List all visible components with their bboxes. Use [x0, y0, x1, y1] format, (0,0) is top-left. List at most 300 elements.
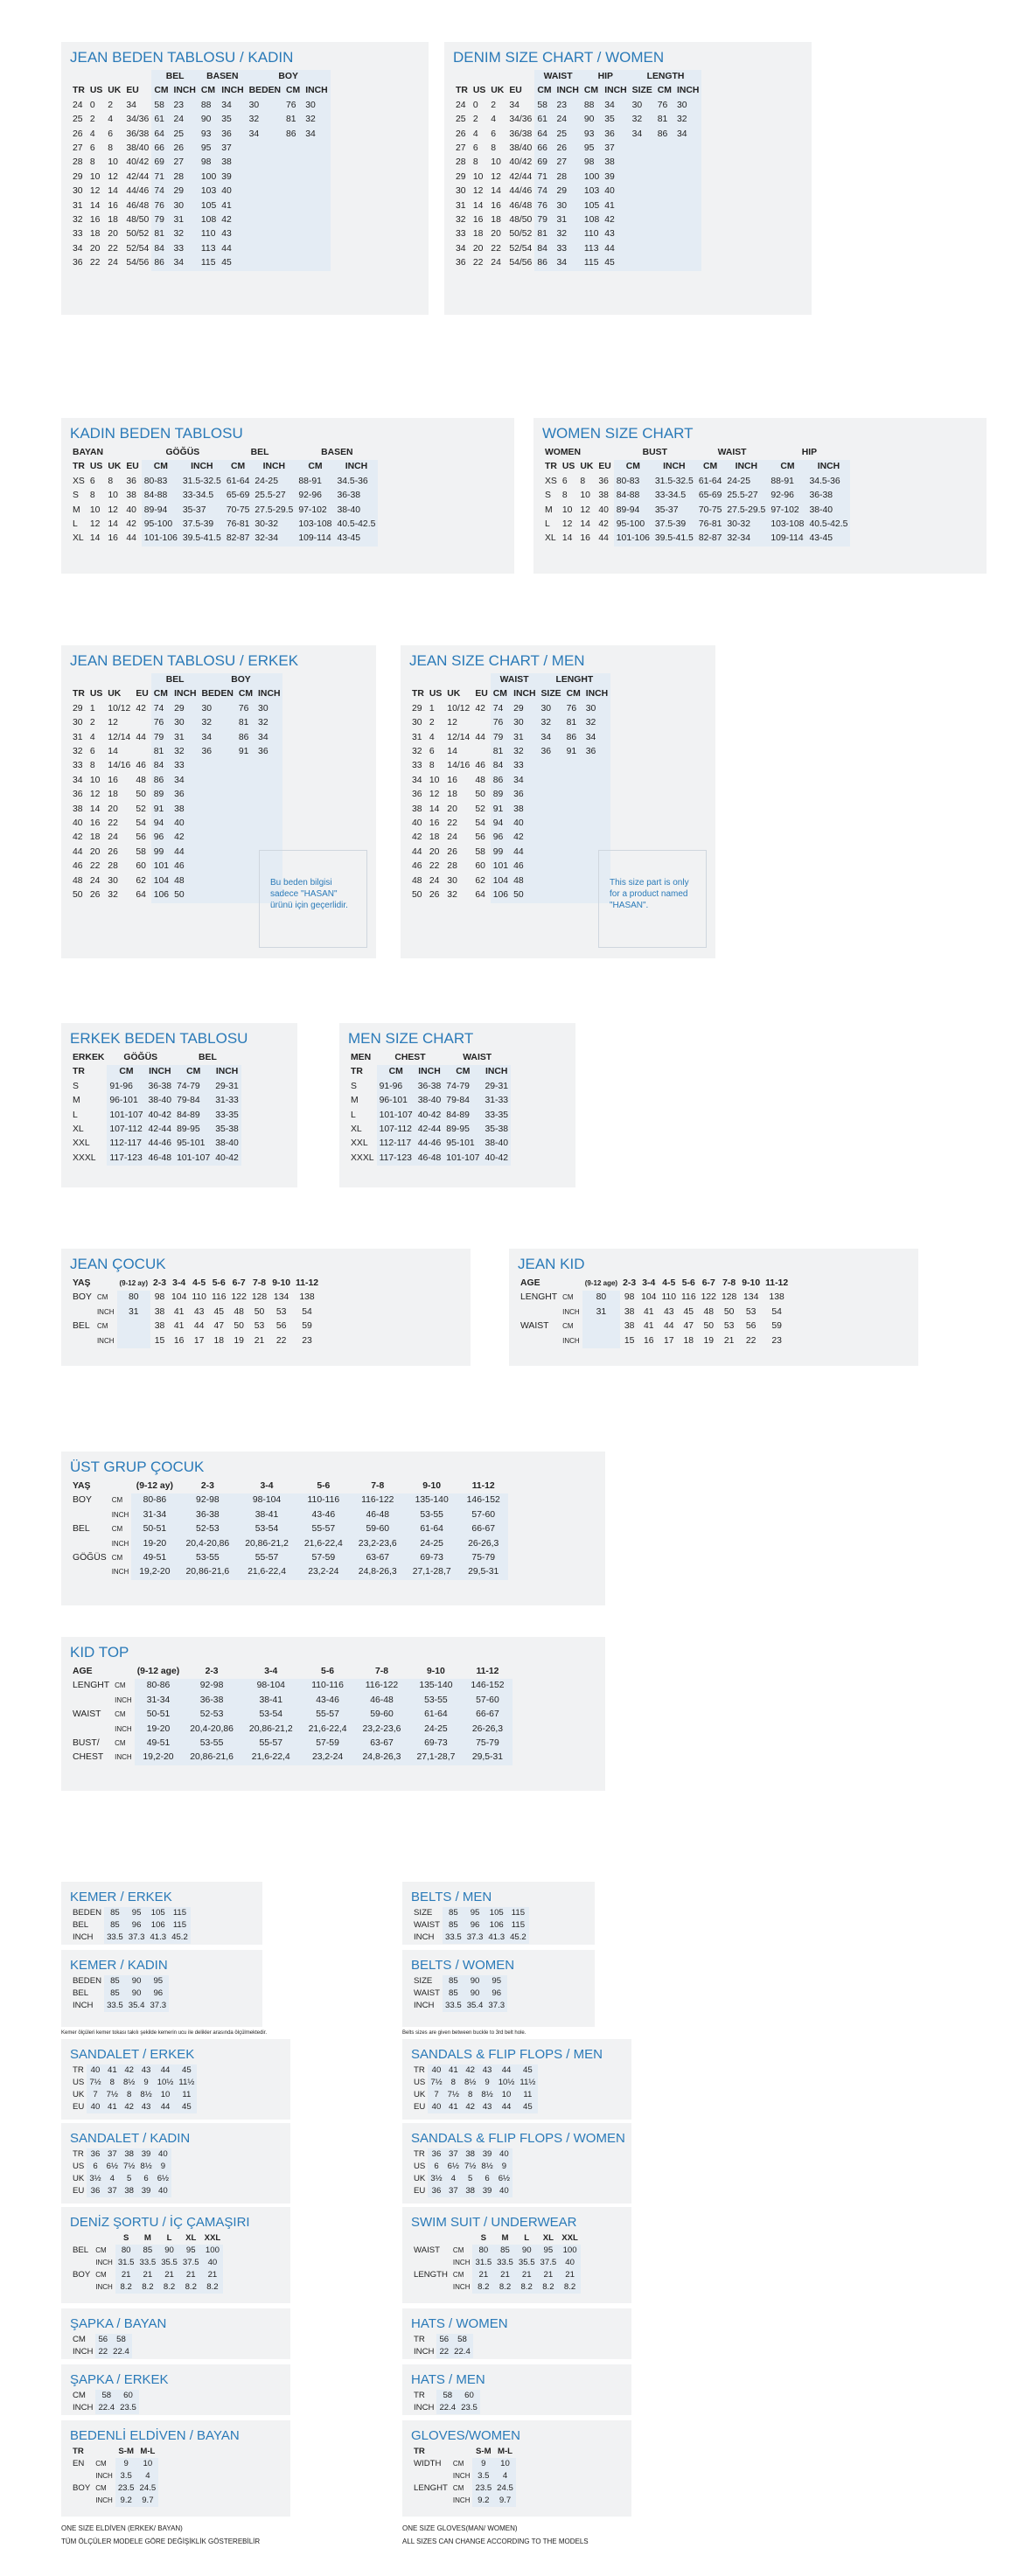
table-cell: 61-64 — [224, 475, 253, 489]
table-cell: 85 — [104, 1975, 126, 1988]
table-cell: L — [73, 1110, 78, 1120]
table-cell: 32 — [630, 113, 655, 127]
table-cell: 45 — [176, 2064, 197, 2077]
table-cell: 26 — [73, 129, 83, 139]
table-cell: 9 — [155, 2161, 171, 2173]
unit-label: CM — [452, 2246, 464, 2254]
table-cell: 23.5 — [115, 2482, 137, 2495]
table-row — [70, 774, 282, 788]
row-label: TR — [414, 2065, 425, 2075]
table-cell: 46-48 — [146, 1152, 175, 1166]
table-cell: 21 — [723, 1335, 735, 1346]
table-cell: 37.3 — [147, 2000, 169, 2012]
group-header: BASEN — [321, 448, 353, 457]
table-cell: 43 — [478, 2064, 495, 2077]
table-cell: 40 — [428, 2064, 444, 2077]
column-header: 11-12 — [296, 1278, 319, 1288]
row-label: TR — [414, 2335, 425, 2344]
table-cell: 24 — [108, 832, 118, 843]
table-cell: 44 — [171, 846, 199, 860]
column-header: 4-5 — [662, 1278, 676, 1288]
table-cell: 4 — [108, 115, 114, 125]
table-row — [453, 184, 701, 198]
table-cell: 50-51 — [135, 1708, 183, 1722]
table-cell: 134 — [273, 1292, 289, 1303]
table-row — [409, 702, 610, 716]
row-label: BEDEN — [73, 1908, 102, 1918]
size-table — [411, 2446, 516, 2507]
table-cell: 65-69 — [224, 489, 253, 503]
table-cell — [303, 256, 330, 270]
table-cell: 91-96 — [107, 1080, 145, 1094]
table-cell: 32-34 — [724, 532, 768, 546]
table-cell: 22.4 — [95, 2402, 117, 2414]
column-header: INCH — [146, 1065, 175, 1079]
table-cell: 40 — [87, 2101, 103, 2113]
table-cell: 110 — [199, 227, 219, 241]
column-header-row — [70, 1065, 241, 1079]
table-row — [70, 2173, 171, 2185]
table-cell: 25 — [456, 115, 466, 125]
table-cell — [674, 199, 701, 213]
table-cell: 108 — [199, 213, 219, 227]
table-cell: 76 — [564, 702, 583, 716]
table-cell: 80-83 — [614, 475, 652, 489]
table-cell — [583, 817, 610, 831]
unit-label: CM — [562, 1322, 574, 1331]
table-cell: 9.7 — [494, 2495, 516, 2507]
table-cell: 16 — [447, 775, 457, 785]
table-row — [70, 888, 282, 902]
column-header: 4-5 — [192, 1278, 206, 1288]
table-cell — [564, 817, 583, 831]
table-cell: 45 — [213, 1306, 224, 1317]
table-cell — [247, 171, 283, 184]
table-cell: 50 — [254, 1306, 265, 1317]
table-cell: 36-38 — [334, 489, 378, 503]
table-cell — [674, 184, 701, 198]
table-cell: 28 — [108, 861, 118, 872]
panel-title: JEAN KID — [518, 1256, 585, 1272]
table-cell: 6½ — [155, 2173, 171, 2185]
table-row — [70, 1679, 513, 1693]
column-header: (9-12 age) — [584, 1279, 618, 1287]
table-cell: 42 — [462, 2101, 478, 2113]
table-cell: 96 — [151, 831, 171, 845]
table-cell: 42 — [412, 832, 422, 843]
table-cell: 53-55 — [182, 1737, 241, 1751]
table-cell: 28 — [447, 861, 457, 872]
table-row — [70, 759, 282, 773]
empty-header — [133, 673, 150, 687]
table-cell: 41 — [644, 1321, 654, 1332]
table-cell: 29-31 — [213, 1080, 241, 1094]
table-cell: 146-152 — [463, 1679, 512, 1693]
table-cell: 80 — [582, 1291, 620, 1305]
footer-note: ONE SIZE ELDİVEN (ERKEK/ BAYAN) — [61, 2524, 183, 2532]
table-cell: L — [351, 1110, 356, 1120]
group-header-row — [542, 446, 850, 460]
table-cell: 40.5-42.5 — [806, 518, 850, 532]
table-cell: 52 — [475, 804, 485, 814]
table-cell: 2 — [108, 100, 114, 110]
table-cell: 20,86-21,6 — [182, 1751, 241, 1765]
table-cell: 33 — [412, 761, 422, 771]
table-cell: 33-35 — [482, 1109, 511, 1123]
row-label: UK — [73, 2090, 85, 2099]
table-cell: 20 — [108, 229, 118, 240]
table-cell: 55-57 — [237, 1551, 296, 1565]
table-cell: 12 — [89, 519, 101, 530]
table-row — [411, 2402, 480, 2414]
row-label: BEL — [73, 1988, 89, 1998]
table-cell: 89-95 — [174, 1123, 213, 1137]
table-cell: 29 — [554, 184, 582, 198]
table-cell: 116 — [681, 1292, 696, 1303]
table-cell: 25 — [171, 128, 199, 142]
table-cell: 14 — [580, 519, 590, 530]
table-cell: 26 — [429, 890, 440, 901]
unit-label: CM — [115, 1739, 126, 1748]
table-cell: 40 — [202, 2257, 224, 2269]
table-cell — [303, 213, 330, 227]
row-label: INCH — [414, 2001, 435, 2010]
column-header: INCH — [252, 460, 296, 474]
table-cell: 38-40 — [482, 1137, 511, 1151]
table-cell: 40 — [87, 2064, 103, 2077]
column-header: M-L — [140, 2447, 156, 2456]
table-cell — [539, 774, 564, 788]
table-row — [453, 256, 701, 270]
table-cell: 53 — [723, 1321, 735, 1332]
column-header: (9-12 ay) — [136, 1481, 173, 1491]
table-cell: 134 — [743, 1292, 759, 1303]
table-cell: 16 — [108, 200, 118, 211]
table-cell: 45 — [602, 256, 629, 270]
column-header: TR — [545, 462, 557, 472]
table-cell: 59 — [302, 1321, 312, 1332]
size-table — [411, 2148, 513, 2197]
table-cell: 96 — [147, 1988, 169, 2000]
column-header: 7-8 — [253, 1278, 267, 1288]
table-cell: 14 — [108, 519, 118, 530]
table-cell: 48 — [136, 775, 146, 785]
table-cell: 69 — [534, 156, 554, 170]
table-row — [70, 2269, 223, 2281]
row-label: TR — [73, 2065, 84, 2075]
size-table — [70, 1975, 169, 2012]
column-header: TR — [414, 2447, 425, 2456]
table-cell: 21 — [472, 2269, 494, 2281]
table-cell: 24 — [456, 100, 466, 110]
column-header: TR — [73, 462, 85, 472]
table-cell: 26 — [554, 142, 582, 156]
table-cell: 95 — [485, 1975, 507, 1988]
table-row — [70, 475, 378, 489]
table-cell: 117-123 — [107, 1152, 145, 1166]
table-cell: 30 — [73, 186, 83, 197]
table-cell: 37.5-39 — [652, 518, 696, 532]
table-cell — [630, 156, 655, 170]
column-header: 5-6 — [212, 1278, 226, 1288]
table-cell: 21 — [115, 2269, 137, 2281]
table-cell: 33 — [171, 242, 199, 256]
table-cell — [674, 227, 701, 241]
table-cell: 74 — [534, 184, 554, 198]
table-cell: 21 — [254, 1335, 265, 1346]
table-cell: 40 — [73, 818, 83, 829]
table-row — [411, 2089, 538, 2101]
table-cell: 34 — [583, 731, 610, 745]
belts-m-tr — [61, 1882, 262, 1945]
table-row — [411, 1919, 529, 1932]
table-cell: 30 — [171, 716, 199, 730]
table-cell: 10 — [137, 2458, 159, 2470]
table-cell: 32 — [554, 227, 582, 241]
table-cell: 30 — [303, 99, 330, 113]
empty-header — [70, 673, 87, 687]
table-cell: 10/12 — [108, 703, 131, 714]
table-cell: 7½ — [428, 2077, 444, 2089]
table-cell — [199, 860, 236, 874]
table-cell: 28 — [554, 171, 582, 184]
table-cell: 40 — [126, 505, 136, 515]
table-cell: S — [73, 1081, 79, 1091]
row-label — [70, 1508, 109, 1522]
table-cell: 0 — [89, 100, 95, 110]
table-cell: 36-38 — [146, 1080, 175, 1094]
table-cell: 25 — [73, 115, 83, 125]
table-cell: 32 — [674, 113, 701, 127]
table-cell: 28 — [456, 157, 466, 168]
table-cell: 36 — [598, 476, 609, 486]
table-cell: 31-33 — [213, 1094, 241, 1108]
table-cell — [303, 156, 330, 170]
table-cell: 50-51 — [131, 1522, 178, 1536]
table-cell: 46 — [136, 761, 146, 771]
hats-m-en — [402, 2364, 631, 2415]
table-cell: 146-152 — [459, 1493, 508, 1507]
column-header: S — [122, 2233, 129, 2243]
table-cell: 8 — [561, 491, 568, 501]
table-row — [411, 2482, 516, 2495]
table-cell — [655, 142, 674, 156]
panel-title: JEAN BEDEN TABLOSU / ERKEK — [70, 652, 299, 669]
column-header-row — [70, 687, 282, 701]
table-cell: 41.3 — [485, 1932, 507, 1944]
table-cell: 21,6-22,4 — [296, 1537, 351, 1551]
table-row — [409, 860, 610, 874]
row-label — [411, 2257, 450, 2269]
table-row — [70, 1565, 508, 1579]
table-cell: 69 — [151, 156, 171, 170]
table-cell: 14 — [561, 533, 573, 544]
column-header-row — [348, 1065, 511, 1079]
unit-label: CM — [95, 2271, 107, 2279]
table-cell: 90 — [158, 2245, 180, 2257]
table-cell: 31.5-32.5 — [180, 475, 224, 489]
table-cell: 110 — [661, 1292, 677, 1303]
table-cell: 17 — [663, 1335, 674, 1346]
table-row — [70, 1975, 169, 1988]
table-cell: 70-75 — [696, 504, 725, 518]
column-header: 3-4 — [260, 1481, 274, 1491]
table-cell: 8 — [580, 476, 586, 486]
group-header-row — [453, 70, 701, 84]
table-cell: 36 — [583, 745, 610, 759]
table-row — [70, 1751, 513, 1765]
table-cell: 29 — [511, 702, 538, 716]
empty-header — [409, 673, 427, 687]
column-header: EU — [126, 86, 139, 96]
jean-men-tr — [61, 645, 376, 958]
size-table — [70, 1907, 191, 1944]
table-cell: 71 — [534, 171, 554, 184]
table-cell: 88-91 — [768, 475, 806, 489]
table-cell: 11 — [176, 2089, 197, 2101]
table-cell: 24.5 — [137, 2482, 159, 2495]
table-cell: 38-40 — [806, 504, 850, 518]
table-cell: 103-108 — [296, 518, 334, 532]
table-cell: 54 — [136, 818, 146, 829]
table-cell: 8½ — [478, 2089, 495, 2101]
table-cell: 106 — [151, 888, 171, 902]
table-cell — [630, 242, 655, 256]
table-cell: 23.5 — [117, 2402, 139, 2414]
row-label: BOY — [73, 1292, 92, 1303]
table-cell: 100 — [199, 171, 219, 184]
table-cell: 31 — [171, 731, 199, 745]
table-row — [70, 2257, 223, 2269]
table-cell: 32 — [199, 716, 236, 730]
table-cell: 88-91 — [296, 475, 334, 489]
table-cell — [283, 227, 303, 241]
table-cell: 98-104 — [241, 1679, 301, 1693]
group-header: BOY — [199, 673, 283, 687]
table-cell: 90 — [126, 1988, 148, 2000]
table-cell: 21,6-22,4 — [301, 1723, 355, 1737]
table-cell: 70-75 — [224, 504, 253, 518]
group-header-row — [70, 1051, 241, 1065]
table-cell: 29 — [171, 184, 199, 198]
table-cell: 40 — [602, 184, 629, 198]
table-cell: 58 — [95, 2390, 117, 2402]
group-header-row — [409, 673, 610, 687]
table-lead: MEN — [351, 1053, 372, 1062]
table-cell: 69-73 — [408, 1737, 463, 1751]
table-cell: 64 — [475, 890, 485, 901]
table-row — [411, 2000, 507, 2012]
table-cell: 110-116 — [301, 1679, 355, 1693]
table-cell: 57-60 — [463, 1694, 512, 1708]
column-header: CM — [224, 460, 253, 474]
table-cell: 42-44 — [146, 1123, 175, 1137]
table-cell: 12 — [491, 171, 501, 182]
table-cell: 34 — [199, 731, 236, 745]
row-label: GÖĞÜS — [73, 1553, 107, 1563]
table-cell: S — [351, 1081, 357, 1091]
table-cell — [255, 803, 282, 817]
table-cell: 88 — [199, 99, 219, 113]
table-cell: 21,6-22,4 — [241, 1751, 301, 1765]
table-cell: 52-53 — [178, 1522, 238, 1536]
size-table — [70, 1051, 241, 1166]
table-cell: 14 — [108, 186, 118, 197]
table-row — [348, 1094, 511, 1108]
column-header: INCH — [213, 1065, 241, 1079]
column-header: CM — [491, 687, 511, 701]
column-header: UK — [108, 86, 122, 96]
belts-w-en — [402, 1950, 595, 2027]
table-row — [70, 128, 331, 142]
table-cell: 31 — [511, 731, 538, 745]
column-header: CM — [655, 84, 674, 98]
group-header-row — [70, 673, 282, 687]
table-cell: 39 — [602, 171, 629, 184]
empty-header — [471, 70, 488, 84]
table-cell: 24 — [89, 875, 101, 886]
table-cell: 42 — [121, 2101, 137, 2113]
table-cell: 25.5-27 — [724, 489, 768, 503]
table-row — [411, 2077, 538, 2089]
row-label: EN — [73, 2459, 85, 2468]
table-cell: 52-53 — [182, 1708, 241, 1722]
table-cell: 95-100 — [142, 518, 180, 532]
table-cell: 36 — [412, 790, 422, 800]
table-row — [70, 2000, 169, 2012]
table-cell: 32 — [171, 227, 199, 241]
column-header: EU — [126, 462, 139, 472]
table-cell: 44 — [511, 846, 538, 860]
group-header: LENGTH — [630, 70, 702, 84]
table-cell: 25.5-27 — [252, 489, 296, 503]
table-cell — [539, 788, 564, 802]
table-cell: 24 — [429, 875, 440, 886]
table-cell: 84-88 — [614, 489, 652, 503]
table-cell: 85 — [443, 1919, 464, 1932]
table-cell: 41 — [644, 1306, 654, 1317]
table-cell: 42 — [136, 703, 146, 714]
table-cell: 8 — [104, 2077, 121, 2089]
table-cell: 40-42 — [482, 1152, 511, 1166]
column-header: CM — [564, 687, 583, 701]
table-cell: 10 — [580, 491, 590, 501]
table-cell: 31 — [171, 213, 199, 227]
column-header: EU — [598, 462, 611, 472]
table-cell: 92-98 — [182, 1679, 241, 1693]
panel-title: BELTS / WOMEN — [411, 1958, 515, 1973]
table-cell: 44/46 — [126, 186, 150, 197]
table-cell: 9 — [115, 2458, 137, 2470]
belts-m-en — [402, 1882, 595, 1945]
column-header: INCH — [219, 84, 246, 98]
table-cell: 18 — [108, 215, 118, 226]
row-label: TR — [73, 2149, 84, 2159]
table-cell: 82-87 — [224, 532, 253, 546]
sandal-w-tr — [61, 2123, 290, 2204]
table-row — [518, 1305, 791, 1319]
column-header: INCH — [334, 460, 378, 474]
unit-label: INCH — [115, 1695, 132, 1704]
table-cell: 10 — [89, 775, 101, 785]
table-cell: 40 — [559, 2257, 581, 2269]
size-table — [411, 2232, 581, 2294]
table-row — [70, 2402, 139, 2414]
table-cell: 22 — [275, 1335, 287, 1346]
table-cell — [564, 888, 583, 902]
table-row — [411, 2346, 473, 2358]
table-cell: XL — [73, 533, 84, 544]
